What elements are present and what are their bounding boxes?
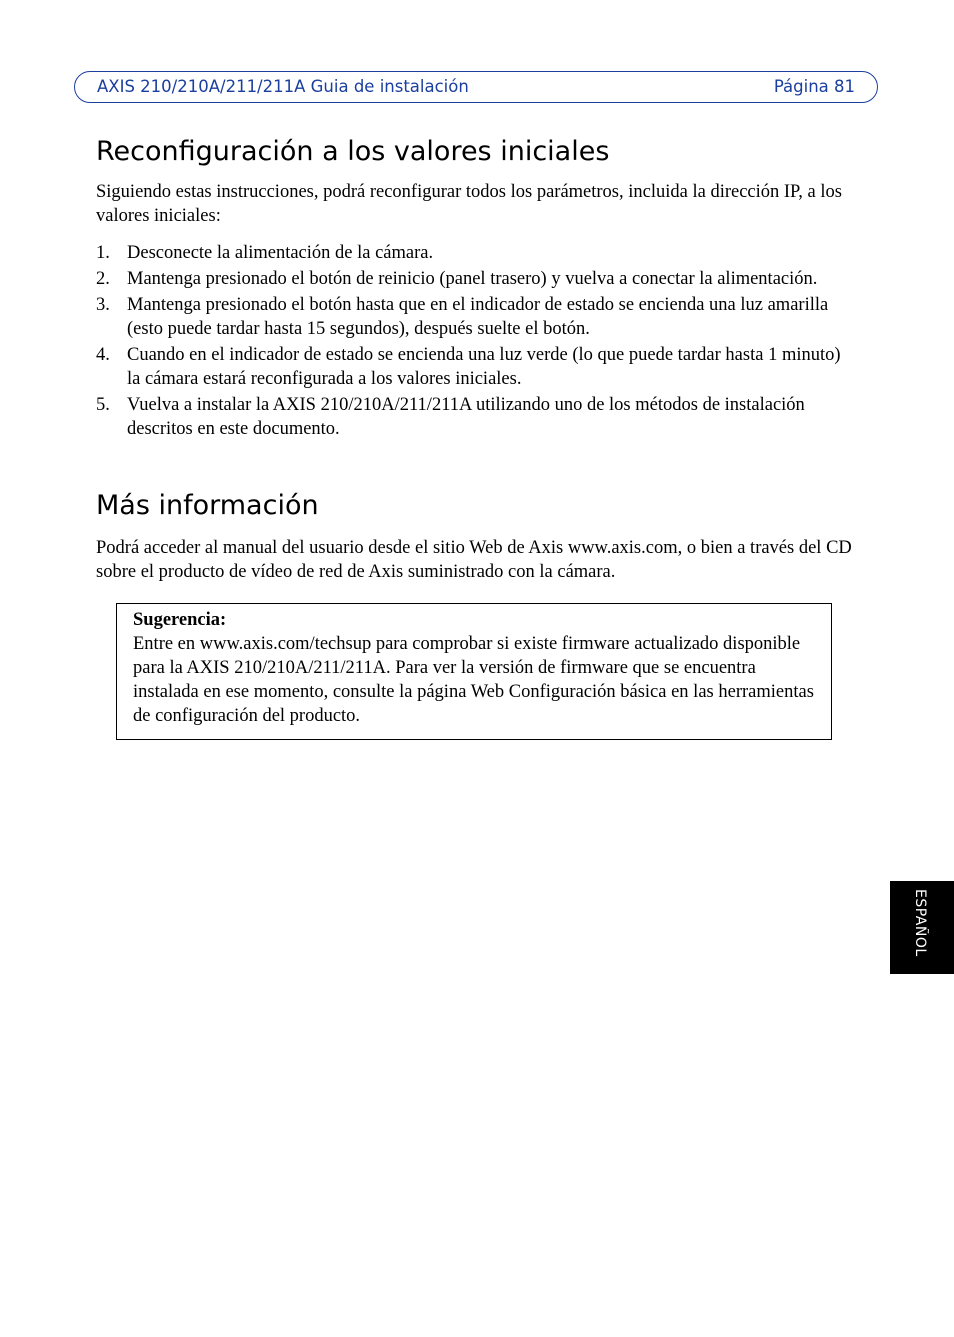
list-item	[96, 267, 856, 291]
document-title: AXIS 210/210A/211/211A Guia de instalación	[97, 77, 469, 96]
step-text: Desconecte la alimentación de la cámara.	[127, 243, 434, 263]
step-text: Mantenga presionado el botón de reinicio (panel trasero) y vuelva a conectar la alimentación.	[127, 269, 818, 289]
step-text: Mantenga presionado el botón hasta que en el indicador de estado se encienda una luz amarilla (esto puede tardar hasta 15 segundos), después suelte el botón.	[127, 295, 829, 339]
list-item	[96, 241, 856, 265]
tip-body: Entre en www.axis.com/techsup para comprobar si existe firmware actualizado disponible para la AXIS 210/210A/211/211A. Para ver la versión de firmware que se encuentra instalada en ese momento, consulte la página Web Configuración básica en las herramientas de configuración del producto.	[133, 634, 814, 726]
list-item	[96, 343, 856, 391]
section-heading-reconfiguration: Reconfiguración a los valores iniciales	[96, 136, 610, 167]
tip-box	[116, 603, 832, 740]
list-item	[96, 393, 856, 441]
list-item	[96, 293, 856, 341]
page-number: Página 81	[773, 77, 855, 96]
section-heading-more-info: Más información	[96, 490, 319, 521]
step-number: 4.	[96, 345, 110, 365]
language-tab-label: ESPAÑOL	[912, 889, 928, 957]
info-paragraph: Podrá acceder al manual del usuario desde el sitio Web de Axis www.axis.com, o bien a través del CD sobre el producto de vídeo de red de Axis suministrado con la cámara.	[96, 538, 852, 582]
step-number: 1.	[96, 243, 110, 263]
step-number: 3.	[96, 295, 110, 315]
page-header	[74, 71, 878, 103]
intro-paragraph: Siguiendo estas instrucciones, podrá reconfigurar todos los parámetros, incluida la dirección IP, a los valores iniciales:	[96, 182, 842, 226]
language-tab	[890, 881, 954, 974]
step-text: Cuando en el indicador de estado se encienda una luz verde (lo que puede tardar hasta 1 minuto) la cámara estará reconfigurada a los valores iniciales.	[127, 345, 841, 389]
step-number: 2.	[96, 269, 110, 289]
step-number: 5.	[96, 395, 110, 415]
steps-list	[96, 241, 856, 443]
step-text: Vuelva a instalar la AXIS 210/210A/211/211A utilizando uno de los métodos de instalación descritos en este documento.	[127, 395, 805, 439]
tip-title: Sugerencia:	[133, 610, 227, 630]
